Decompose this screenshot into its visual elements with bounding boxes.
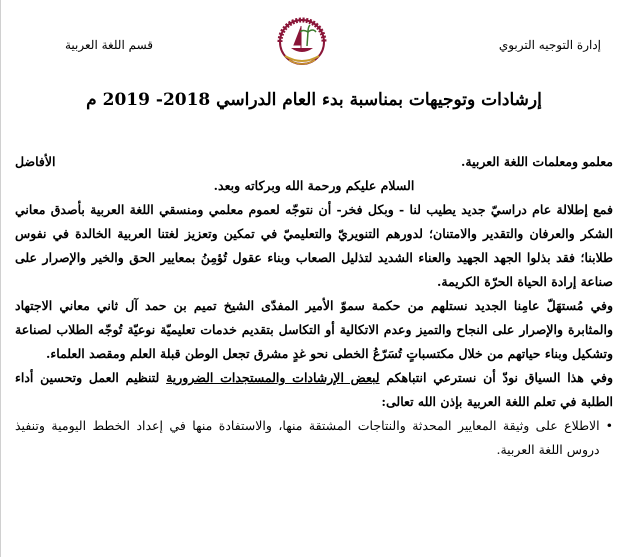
department-header: إدارة التوجيه التربوي [498, 38, 601, 52]
document-title: إرشادات وتوجيهات بمناسبة بدء العام الدراسي 2018- 2019 م [86, 90, 542, 110]
salutation-row [15, 150, 613, 174]
list-item-text: الاطلاع على وثيقة المعايير المحدثة والنتاجات المشتقة منها، والاستفادة منها في إعداد الخطط اليومية وتنفيذ دروس اللغة العربية. [15, 418, 600, 457]
paragraph-3 [15, 366, 613, 414]
bullet-icon: • [605, 418, 613, 433]
salutation-recipients: معلمو ومعلمات اللغة العربية. [461, 154, 613, 169]
paragraph-1: فمع إطلالة عام دراسيّ جديد يطيب لنا - وبكل فخر- أن نتوجّه لعموم معلمي ومنسقي اللغة العربية بأصدق معاني الشكر والعرفان والتقدير والامتنان؛ لدورهم التنويريّ والتعليميّ في تمكين وتعزيز لغتنا العربية الخالدة في نفوس طلابنا؛ فقد بذلوا الجهد الجهيد والعناء الشديد لتذليل الصعاب وبناء عقول تُؤمِنُ بمعايير الحق والخير والإصرار على صناعة إرادة الحياة الحرّة الكريمة. [15, 202, 613, 289]
paragraph-3-end: لتنظيم العمل وتحسين أداء الطلبة في تعلم اللغة العربية بإذن الله تعالى: [15, 370, 613, 409]
paragraph-3-start: وفي هذا السياق نودّ أن نسترعي انتباهكم [379, 370, 614, 385]
paragraph-2: وفي مُستهَلّ عامِنا الجديد نستلهم من حكمة سموّ الأمير المفدّى الشيخ تميم بن حمد آل ثاني معاني الاجتهاد والمثابرة والإصرار على النجاح والتميز وعدم الاتكالية أو التكاسل بتقديم خدمات تعليميّة نوعيّة تُوجّه الطلاب لصناعة وتشكيل وبناء حياتهم من خلال مكتسباتٍ تُسَرّعُ الخطى نحو غدٍ مشرق تجعل الوطن قبلة العلم ومقصد العلماء. [15, 298, 613, 361]
list-item [15, 414, 613, 462]
ministry-emblem-icon [263, 12, 341, 72]
section-header: قسم اللغة العربية [65, 38, 154, 52]
salutation-honorific: الأفاضل [15, 154, 56, 169]
greeting: السلام عليكم ورحمة الله وبركاته وبعد. [213, 178, 415, 193]
paragraph-3-underlined: لبعض الإرشادات والمستجدات الضرورية [166, 370, 380, 385]
document-body [15, 150, 613, 462]
